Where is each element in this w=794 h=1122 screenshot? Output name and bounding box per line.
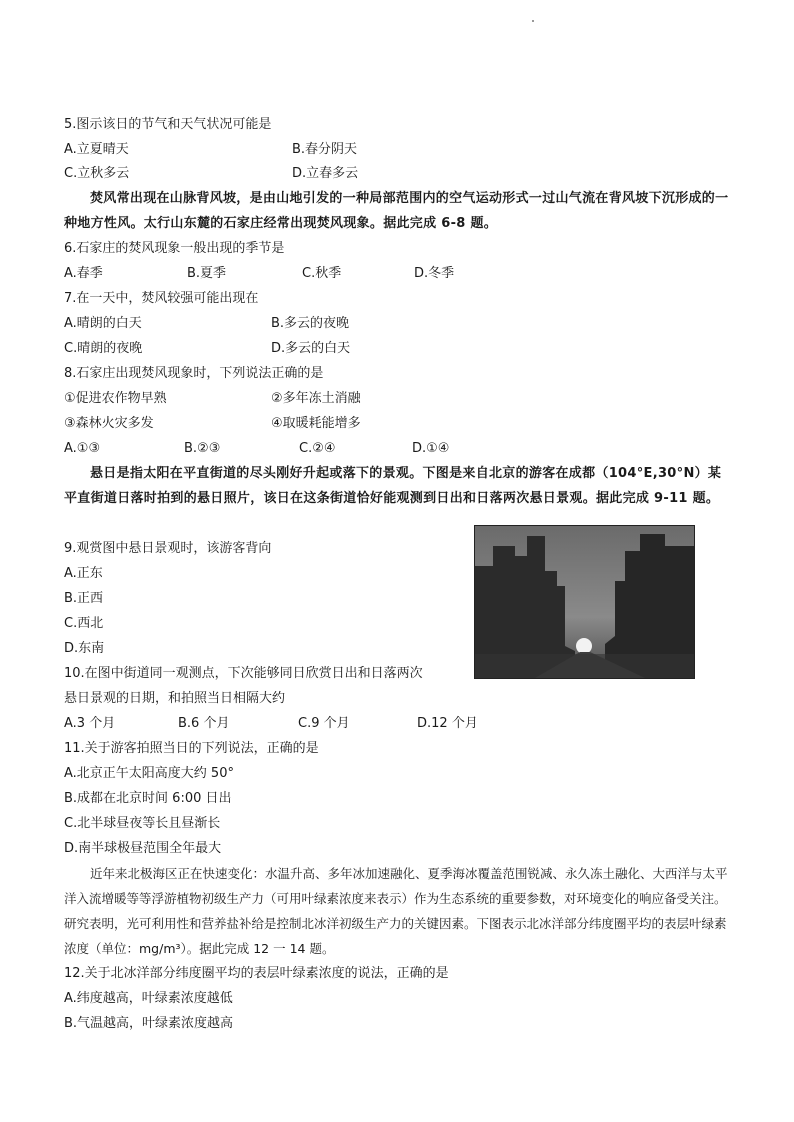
q6-stem: 6.石家庄的焚风现象一般出现的季节是 [64, 241, 285, 256]
passage-6-8: 焚风常出现在山脉背风坡，是由山地引发的一种局部范围内的空气运动形式一过山气流在背风坡下沉形成的一种地方性风。太行山东麓的石家庄经常出现焚风现象。据此完成 6-8 题。 [64, 191, 729, 231]
scan-speck [532, 20, 534, 22]
q7-option-a: A.晴朗的白天 [64, 316, 142, 331]
q9-option-b: B.正西 [64, 591, 104, 606]
q10-option-a: A.3 个月 [64, 716, 116, 731]
q9-option-d: D.东南 [64, 641, 105, 656]
q11-option-b: B.成都在北京时间 6:00 日出 [64, 791, 232, 806]
q5-option-b: B.春分阴天 [292, 142, 358, 157]
q8-option-b: B.②③ [184, 441, 221, 456]
q5-option-c: C.立秋多云 [64, 166, 130, 181]
q7-option-d: D.多云的白天 [271, 341, 351, 356]
q7-stem: 7.在一天中，焚风较强可能出现在 [64, 291, 259, 306]
q12-option-b: B.气温越高，叶绿素浓度越高 [64, 1016, 234, 1031]
q8-option-c: C.②④ [299, 441, 336, 456]
q12-option-a: A.纬度越高，叶绿素浓度越低 [64, 991, 233, 1006]
q10-stem-line2: 悬日景观的日期，和拍照当日相隔大约 [64, 691, 286, 706]
q5-option-d: D.立春多云 [292, 166, 359, 181]
q8-item-1: ①促进农作物早熟 [64, 391, 167, 406]
q8-item-4: ④取暖耗能增多 [271, 416, 361, 431]
q9-option-c: C.西北 [64, 616, 104, 631]
sunset-street-photo [474, 525, 695, 679]
q11-option-c: C.北半球昼夜等长且昼渐长 [64, 816, 221, 831]
q6-option-c: C.秋季 [302, 266, 342, 281]
q6-option-d: D.冬季 [414, 266, 455, 281]
q8-stem: 8.石家庄出现焚风现象时，下列说法正确的是 [64, 366, 324, 381]
q8-item-2: ②多年冻土消融 [271, 391, 361, 406]
passage-9-11: 悬日是指太阳在平直街道的尽头刚好升起或落下的景观。下图是来自北京的游客在成都（104°E,30°N）某平直街道日落时拍到的悬日照片，该日在这条街道恰好能观测到日出和日落两次悬日景观。据此完成 9-11 题。 [64, 466, 722, 506]
q8-option-a: A.①③ [64, 441, 101, 456]
q10-option-c: C.9 个月 [298, 716, 350, 731]
q8-option-d: D.①④ [412, 441, 450, 456]
q11-option-a: A.北京正午太阳高度大约 50° [64, 766, 234, 781]
q10-option-b: B.6 个月 [178, 716, 230, 731]
q6-option-b: B.夏季 [187, 266, 227, 281]
q8-item-3: ③森林火灾多发 [64, 416, 154, 431]
q5-option-a: A.立夏晴天 [64, 142, 129, 157]
q7-option-b: B.多云的夜晚 [271, 316, 350, 331]
q11-option-d: D.南半球极昼范围全年最大 [64, 841, 222, 856]
q11-stem: 11.关于游客拍照当日的下列说法，正确的是 [64, 741, 319, 756]
q9-option-a: A.正东 [64, 566, 103, 581]
q7-option-c: C.晴朗的夜晚 [64, 341, 143, 356]
q6-option-a: A.春季 [64, 266, 103, 281]
passage-12-14: 近年来北极海区正在快速变化：水温升高、多年冰加速融化、夏季海冰覆盖范围锐减、永久冻土融化、大西洋与太平洋入流增暖等等浮游植物初级生产力（可用叶绿素浓度来表示）作为生态系统的重要参数，对环境变化的响应备受关注。研究表明，光可利用性和营养盐补给是控制北冰洋初级生产力的关键因素。下图表示北冰洋部分纬度圈平均的表层叶绿素浓度（单位：mg/m³）。据此完成 12 一 14 题。 [64, 866, 728, 956]
q10-option-d: D.12 个月 [417, 716, 478, 731]
q12-stem: 12.关于北冰洋部分纬度圈平均的表层叶绿素浓度的说法，正确的是 [64, 966, 449, 981]
q10-stem-line1: 10.在图中街道同一观测点，下次能够同日欣赏日出和日落两次 [64, 666, 423, 681]
q5-stem: 5.图示该日的节气和天气状况可能是 [64, 117, 272, 132]
q9-stem: 9.观赏图中悬日景观时，该游客背向 [64, 541, 272, 556]
sunset-photo-graphic [475, 526, 694, 678]
